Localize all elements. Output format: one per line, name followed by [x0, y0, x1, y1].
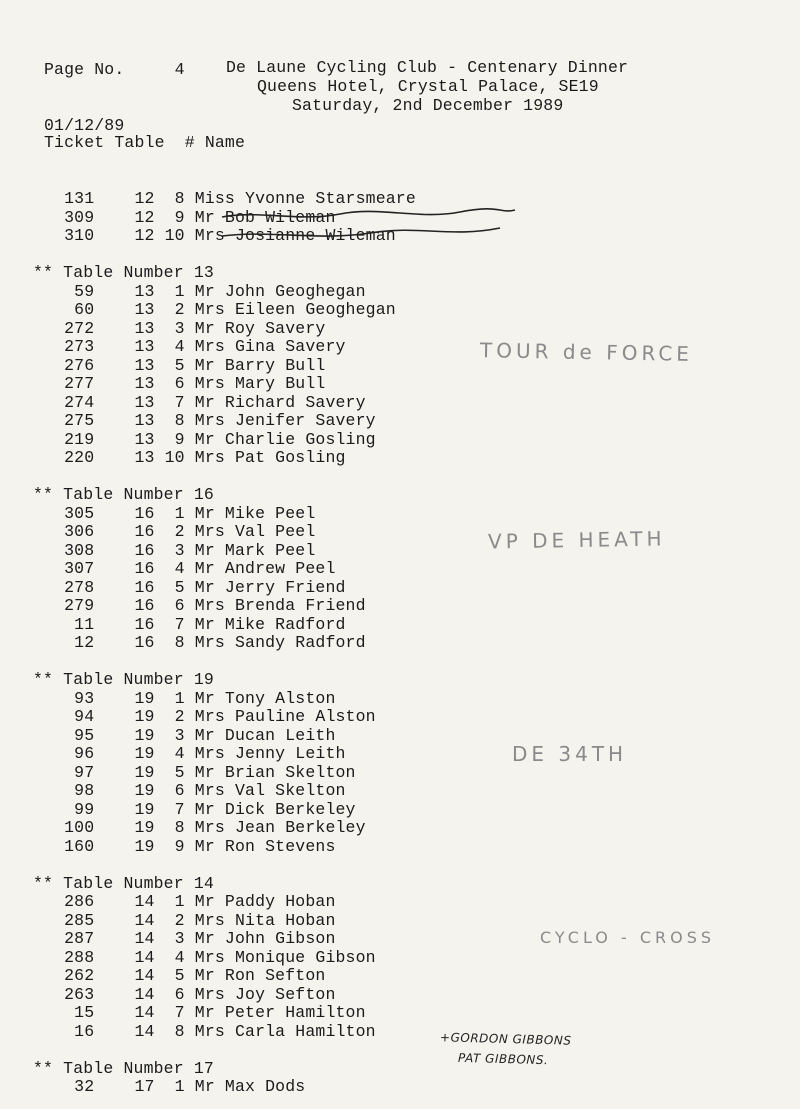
guest-row: 60 13 2 Mrs Eileen Geoghegan	[44, 300, 396, 319]
guest-row: 94 19 2 Mrs Pauline Alston	[44, 707, 376, 726]
guest-row: 32 17 1 Mr Max Dods	[44, 1077, 306, 1096]
guest-row: 263 14 6 Mrs Joy Sefton	[44, 984, 336, 1004]
note-table-19: DE 34TH	[512, 742, 628, 766]
guest-row: 279 16 6 Mrs Brenda Friend	[44, 596, 366, 615]
note-table-16: VP DE HEATH	[487, 526, 666, 554]
guest-row: 285 14 2 Mrs Nita Hoban	[44, 910, 336, 930]
page-number: Page No. 4	[44, 60, 185, 79]
guest-row: 15 14 7 Mr Peter Hamilton	[44, 1003, 366, 1022]
guest-row: 93 19 1 Mr Tony Alston	[44, 688, 336, 708]
guest-row: 288 14 4 Mrs Monique Gibson	[44, 947, 376, 967]
guest-row: 274 13 7 Mr Richard Savery	[44, 392, 366, 412]
guest-row: 272 13 3 Mr Roy Savery	[44, 318, 326, 338]
guest-row: 97 19 5 Mr Brian Skelton	[44, 762, 356, 782]
guest-row: 273 13 4 Mrs Gina Savery	[44, 337, 346, 356]
event-venue: Queens Hotel, Crystal Palace, SE19	[257, 77, 599, 96]
table-number-header: ** Table Number 13	[33, 263, 214, 282]
guest-row: 276 13 5 Mr Barry Bull	[44, 355, 326, 375]
guest-row: 95 19 3 Mr Ducan Leith	[44, 725, 336, 745]
guest-row: 305 16 1 Mr Mike Peel	[44, 503, 316, 523]
table-number-header: ** Table Number 14	[33, 873, 214, 893]
guest-row: 287 14 3 Mr John Gibson	[44, 929, 336, 948]
event-date: Saturday, 2nd December 1989	[292, 96, 564, 115]
note-extra-guests-1: +GORDON GIBBONS	[439, 1030, 572, 1048]
guest-row: 278 16 5 Mr Jerry Friend	[44, 577, 346, 597]
guest-row: 306 16 2 Mrs Val Peel	[44, 522, 316, 541]
guest-row: 308 16 3 Mr Mark Peel	[44, 540, 316, 560]
guest-row: 286 14 1 Mr Paddy Hoban	[44, 892, 336, 911]
guest-row: 307 16 4 Mr Andrew Peel	[44, 559, 336, 578]
guest-row: 262 14 5 Mr Ron Sefton	[44, 966, 326, 985]
guest-row: 12 16 8 Mrs Sandy Radford	[44, 633, 366, 652]
print-date: 01/12/89	[44, 115, 125, 135]
table-number-header: ** Table Number 19	[33, 670, 214, 689]
column-header: Ticket Table # Name	[44, 133, 246, 152]
guest-row: 275 13 8 Mrs Jenifer Savery	[44, 411, 376, 430]
guest-row: 219 13 9 Mr Charlie Gosling	[44, 429, 376, 449]
note-extra-guests-2: PAT GIBBONS.	[457, 1050, 549, 1068]
guest-row: 160 19 9 Mr Ron Stevens	[44, 836, 336, 856]
guest-row: 59 13 1 Mr John Geoghegan	[44, 281, 366, 301]
guest-row: 309 12 9 Mr Bob Wileman	[44, 207, 336, 227]
guest-row: 220 13 10 Mrs Pat Gosling	[44, 448, 346, 467]
guest-row: 131 12 8 Miss Yvonne Starsmeare	[44, 189, 416, 208]
note-table-13: TOUR de FORCE	[479, 338, 694, 366]
event-title: De Laune Cycling Club - Centenary Dinner	[226, 58, 629, 77]
guest-row: 310 12 10 Mrs Josianne Wileman	[44, 226, 396, 245]
guest-row: 98 19 6 Mrs Val Skelton	[44, 781, 346, 800]
note-table-14: CYCLO - CROSS	[540, 928, 716, 947]
guest-row: 277 13 6 Mrs Mary Bull	[44, 374, 326, 393]
table-number-header: ** Table Number 17	[33, 1058, 214, 1078]
guest-row: 100 19 8 Mrs Jean Berkeley	[44, 818, 366, 837]
guest-row: 11 16 7 Mr Mike Radford	[44, 614, 346, 634]
guest-row: 99 19 7 Mr Dick Berkeley	[44, 799, 356, 819]
guest-row: 16 14 8 Mrs Carla Hamilton	[44, 1021, 376, 1041]
guest-row: 96 19 4 Mrs Jenny Leith	[44, 744, 346, 763]
table-number-header: ** Table Number 16	[33, 485, 214, 504]
